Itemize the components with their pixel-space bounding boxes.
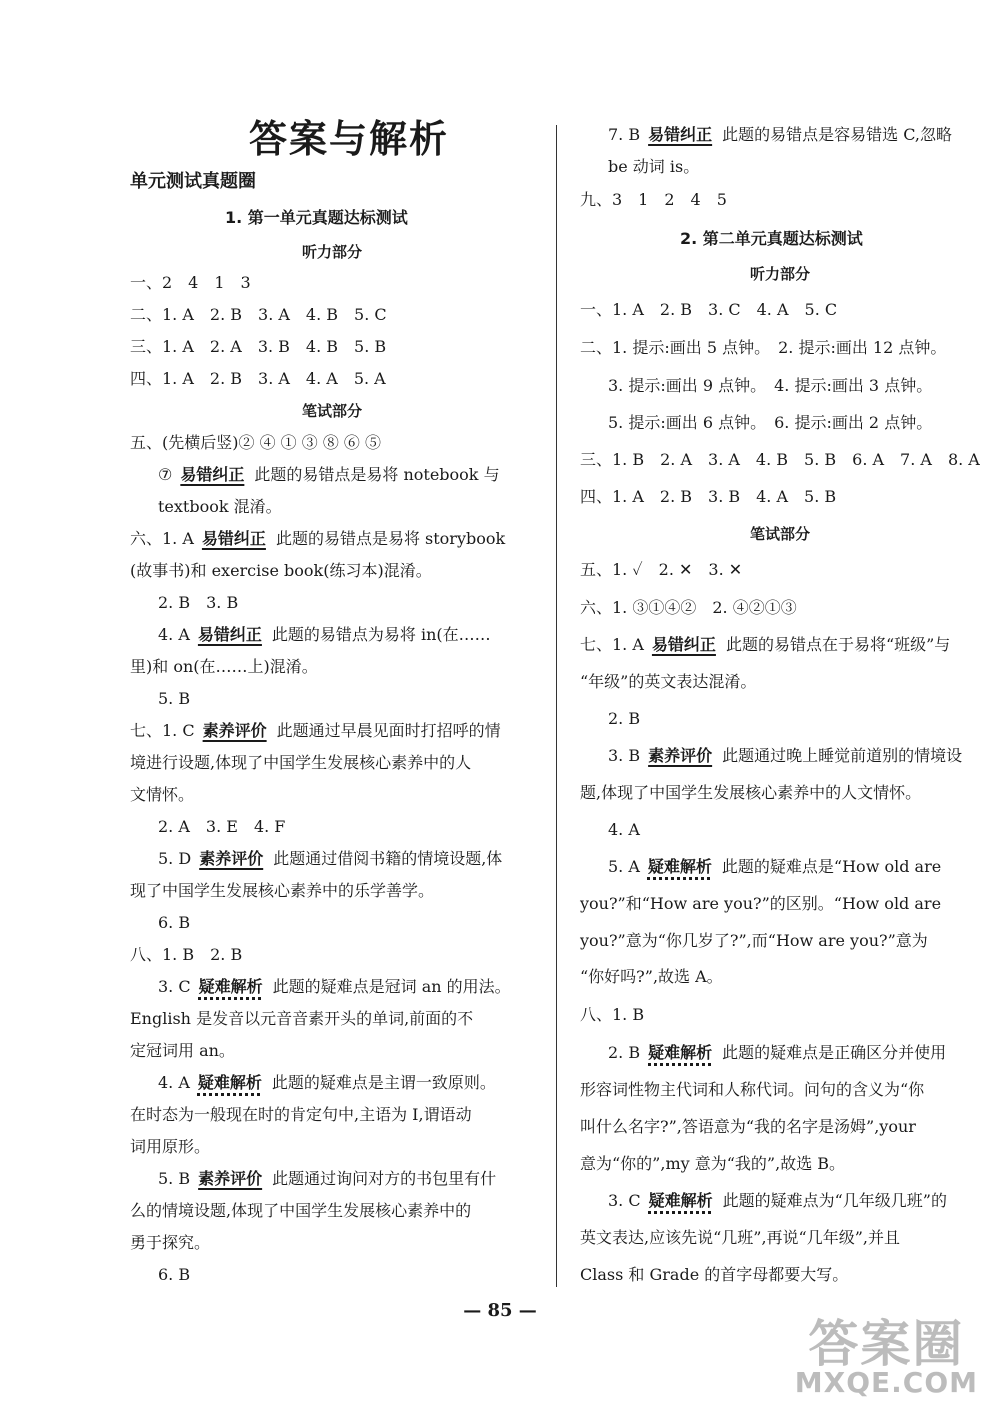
answer-line: you?”意为“你几岁了?”,而“How are you?”意为 — [580, 931, 928, 950]
tag-correction: 易错纠正 — [201, 529, 266, 548]
answer-line: 六、1. A 易错纠正 此题的易错点是易将 storybook — [130, 529, 506, 548]
tag-literacy: 素养评价 — [648, 746, 713, 765]
answer-line: you?”和“How are you?”的区别。“How old are — [580, 894, 942, 913]
tag-literacy: 素养评价 — [202, 721, 267, 740]
answer-line: 7. B 易错纠正 此题的易错点是容易错选 C,忽略 — [608, 125, 952, 144]
answer-line: 5. 提示:画出 6 点钟。 6. 提示:画出 2 点钟。 — [608, 413, 933, 432]
answer-line: 4. A 疑难解析 此题的疑难点是主谓一致原则。 — [158, 1073, 496, 1092]
answer-line: 三、1. A 2. A 3. B 4. B 5. B — [130, 337, 387, 356]
watermark: 答案圈 MXQE.COM — [794, 1315, 978, 1399]
answer-line: 6. B — [158, 1265, 191, 1284]
answer-line: 三、1. B 2. A 3. A 4. B 5. B 6. A 7. A 8. A — [580, 450, 980, 469]
tag-difficulty: 疑难解析 — [648, 1043, 713, 1062]
answer-line: 五、1. ✓ 2. ✕ 3. ✕ — [580, 560, 743, 579]
answer-line: 5. D 素养评价 此题通过借阅书籍的情境设题,体 — [158, 849, 503, 868]
answer-line: 3. B 素养评价 此题通过晚上睡觉前道别的情境设 — [608, 746, 963, 765]
tag-difficulty: 疑难解析 — [648, 1191, 713, 1210]
answer-line: 六、1. ③①④② 2. ④②①③ — [580, 598, 797, 617]
page-title: 答案与解析 — [249, 116, 450, 161]
answer-line: 5. B — [158, 689, 191, 708]
answer-line: 勇于探究。 — [130, 1233, 211, 1252]
answer-line: be 动词 is。 — [608, 157, 700, 176]
answer-line: 一、2 4 1 3 — [130, 273, 251, 292]
answer-line: 意为“你的”,my 意为“我的”,故选 B。 — [580, 1154, 846, 1173]
answer-line: (故事书)和 exercise book(练习本)混淆。 — [130, 561, 432, 580]
answer-line: 5. A 疑难解析 此题的疑难点是“How old are — [608, 857, 942, 876]
answer-line: 定冠词用 an。 — [130, 1041, 235, 1060]
writing-heading: 笔试部分 — [302, 402, 363, 420]
answer-line: 七、1. C 素养评价 此题通过早晨见面时打招呼的情 — [130, 721, 501, 740]
answer-line: 4. A — [608, 820, 640, 839]
tag-correction: 易错纠正 — [651, 635, 716, 654]
answer-line: textbook 混淆。 — [158, 497, 282, 516]
answer-line: 境进行设题,体现了中国学生发展核心素养中的人 — [130, 753, 472, 772]
answer-line: 一、1. A 2. B 3. C 4. A 5. C — [580, 300, 838, 319]
answer-line: 里)和 on(在……上)混淆。 — [130, 657, 318, 676]
tag-literacy: 素养评价 — [198, 1169, 263, 1188]
listening-heading: 听力部分 — [302, 243, 363, 261]
answer-line: 四、1. A 2. B 3. A 4. A 5. A — [130, 369, 386, 388]
tag-correction: 易错纠正 — [197, 625, 262, 644]
section-heading: 单元测试真题圈 — [130, 171, 256, 192]
page-number: — 85 — — [463, 1300, 537, 1321]
tag-difficulty: 疑难解析 — [647, 857, 712, 876]
tag-difficulty: 疑难解析 — [197, 1073, 262, 1092]
answer-line: 二、1. A 2. B 3. A 4. B 5. C — [130, 305, 387, 324]
answer-line: 3. C 疑难解析 此题的疑难点为“几年级几班”的 — [608, 1191, 947, 1210]
answer-line: 八、1. B 2. B — [130, 945, 243, 964]
answer-line: 九、3 1 2 4 5 — [580, 190, 727, 209]
answer-line: 叫什么名字?”,答语意为“我的名字是汤姆”,your — [580, 1117, 916, 1136]
writing-heading: 笔试部分 — [750, 525, 811, 543]
answer-line: 词用原形。 — [130, 1137, 211, 1156]
answer-line: 四、1. A 2. B 3. B 4. A 5. B — [580, 487, 837, 506]
unit-heading: 1. 第一单元真题达标测试 — [225, 208, 408, 227]
answer-line: 4. A 易错纠正 此题的易错点为易将 in(在…… — [158, 625, 491, 644]
listening-heading: 听力部分 — [750, 265, 811, 283]
tag-difficulty: 疑难解析 — [198, 977, 263, 996]
answer-line: 二、1. 提示:画出 5 点钟。 2. 提示:画出 12 点钟。 — [580, 338, 947, 357]
unit-heading: 2. 第二单元真题达标测试 — [680, 229, 863, 248]
answer-line: 文情怀。 — [130, 785, 195, 804]
answer-line: English 是发音以元音音素开头的单词,前面的不 — [130, 1009, 474, 1028]
answer-line: 现了中国学生发展核心素养中的乐学善学。 — [130, 881, 435, 900]
answer-line: 题,体现了中国学生发展核心素养中的人文情怀。 — [580, 783, 922, 802]
column-divider — [556, 125, 557, 1287]
tag-correction: 易错纠正 — [648, 125, 713, 144]
answer-line: 6. B — [158, 913, 191, 932]
answer-line: 英文表达,应该先说“几班”,再说“几年级”,并且 — [580, 1228, 900, 1247]
answer-line: 2. B — [608, 709, 641, 728]
answer-line: 2. A 3. E 4. F — [158, 817, 286, 836]
answer-line: 5. B 素养评价 此题通过询问对方的书包里有什 — [158, 1169, 497, 1188]
answer-line: 2. B 疑难解析 此题的疑难点是正确区分并使用 — [608, 1043, 947, 1062]
answer-line: Class 和 Grade 的首字母都要大写。 — [580, 1265, 849, 1284]
answer-line: 八、1. B — [580, 1005, 645, 1024]
answer-line: 3. C 疑难解析 此题的疑难点是冠词 an 的用法。 — [158, 977, 511, 996]
answer-line: 在时态为一般现在时的肯定句中,主语为 I,谓语动 — [130, 1105, 472, 1124]
answer-line: 么的情境设题,体现了中国学生发展核心素养中的 — [130, 1201, 472, 1220]
answer-line: 2. B 3. B — [158, 593, 239, 612]
answer-line: “你好吗?”,故选 A。 — [580, 967, 723, 986]
answer-line: “年级”的英文表达混淆。 — [580, 672, 757, 691]
answer-line: 七、1. A 易错纠正 此题的易错点在于易将“班级”与 — [580, 635, 951, 654]
answer-line: ⑦ 易错纠正 此题的易错点是易将 notebook 与 — [158, 465, 500, 484]
answer-line: 3. 提示:画出 9 点钟。 4. 提示:画出 3 点钟。 — [608, 376, 933, 395]
answer-line: 形容词性物主代词和人称代词。问句的含义为“你 — [580, 1080, 925, 1099]
tag-correction: 易错纠正 — [180, 465, 245, 484]
tag-literacy: 素养评价 — [199, 849, 264, 868]
answer-line: 五、(先横后竖)② ④ ① ③ ⑧ ⑥ ⑤ — [130, 433, 382, 452]
